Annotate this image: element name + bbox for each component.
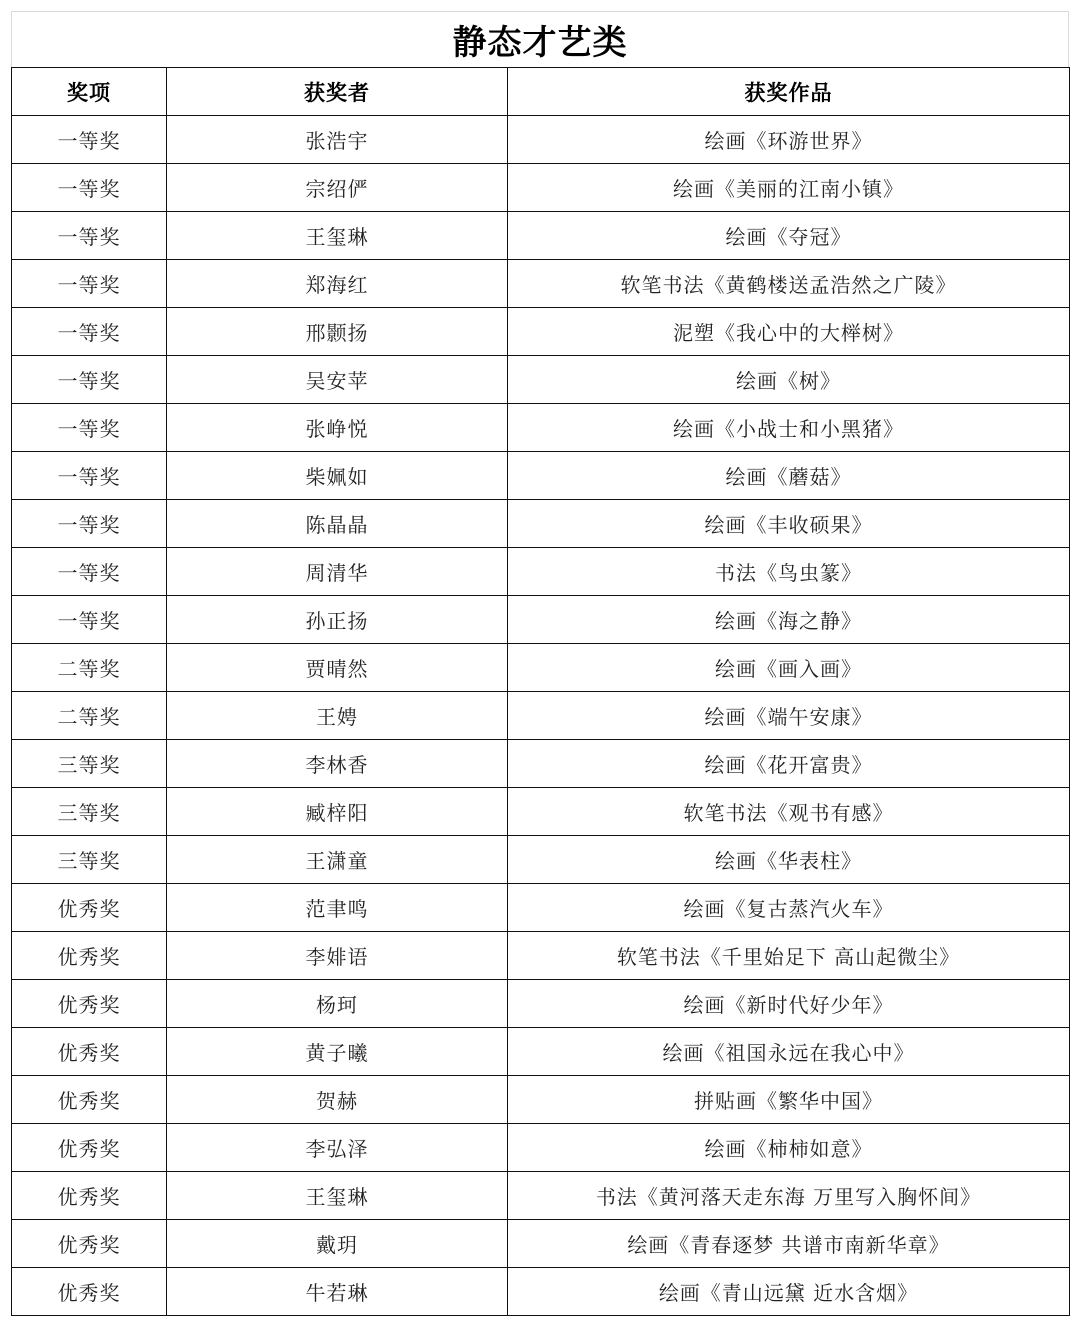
cell-winner: 吴安苹 <box>167 356 508 404</box>
cell-work: 软笔书法《千里始足下 高山起微尘》 <box>508 932 1070 980</box>
cell-work: 绘画《环游世界》 <box>508 116 1070 164</box>
cell-award: 优秀奖 <box>12 1172 167 1220</box>
cell-award: 一等奖 <box>12 164 167 212</box>
cell-work: 绘画《新时代好少年》 <box>508 980 1070 1028</box>
table-row <box>12 260 1070 308</box>
cell-work: 绘画《柿柿如意》 <box>508 1124 1070 1172</box>
cell-award: 一等奖 <box>12 260 167 308</box>
cell-award: 一等奖 <box>12 308 167 356</box>
cell-winner: 李婔语 <box>167 932 508 980</box>
cell-work: 泥塑《我心中的大榉树》 <box>508 308 1070 356</box>
cell-award: 优秀奖 <box>12 1076 167 1124</box>
cell-work: 绘画《青山远黛 近水含烟》 <box>508 1268 1070 1316</box>
cell-work: 绘画《画入画》 <box>508 644 1070 692</box>
table-row <box>12 1220 1070 1268</box>
cell-work: 拼贴画《繁华中国》 <box>508 1076 1070 1124</box>
header-award: 奖项 <box>12 68 167 116</box>
cell-work: 绘画《复古蒸汽火车》 <box>508 884 1070 932</box>
table-row <box>12 1172 1070 1220</box>
cell-winner: 范聿鸣 <box>167 884 508 932</box>
cell-winner: 陈晶晶 <box>167 500 508 548</box>
cell-award: 二等奖 <box>12 692 167 740</box>
cell-award: 三等奖 <box>12 836 167 884</box>
table-row <box>12 116 1070 164</box>
cell-work: 绘画《海之静》 <box>508 596 1070 644</box>
cell-work: 书法《黄河落天走东海 万里写入胸怀间》 <box>508 1172 1070 1220</box>
cell-award: 一等奖 <box>12 500 167 548</box>
table-row <box>12 1076 1070 1124</box>
cell-award: 一等奖 <box>12 548 167 596</box>
cell-award: 一等奖 <box>12 116 167 164</box>
cell-winner: 黄子曦 <box>167 1028 508 1076</box>
cell-work: 绘画《丰收硕果》 <box>508 500 1070 548</box>
cell-award: 优秀奖 <box>12 1220 167 1268</box>
cell-work: 软笔书法《黄鹤楼送孟浩然之广陵》 <box>508 260 1070 308</box>
cell-award: 一等奖 <box>12 212 167 260</box>
cell-winner: 牛若琳 <box>167 1268 508 1316</box>
cell-award: 优秀奖 <box>12 980 167 1028</box>
table-row <box>12 164 1070 212</box>
cell-award: 二等奖 <box>12 644 167 692</box>
cell-award: 优秀奖 <box>12 1268 167 1316</box>
cell-award: 优秀奖 <box>12 1028 167 1076</box>
cell-award: 三等奖 <box>12 740 167 788</box>
cell-award: 一等奖 <box>12 452 167 500</box>
cell-winner: 王潇童 <box>167 836 508 884</box>
table-row <box>12 548 1070 596</box>
cell-winner: 王娉 <box>167 692 508 740</box>
table-row <box>12 932 1070 980</box>
cell-winner: 张浩宇 <box>167 116 508 164</box>
cell-award: 优秀奖 <box>12 932 167 980</box>
cell-work: 绘画《树》 <box>508 356 1070 404</box>
table-header-row <box>12 68 1070 116</box>
cell-work: 软笔书法《观书有感》 <box>508 788 1070 836</box>
table-row <box>12 308 1070 356</box>
table-row <box>12 692 1070 740</box>
cell-winner: 邢颢扬 <box>167 308 508 356</box>
cell-work: 书法《鸟虫篆》 <box>508 548 1070 596</box>
cell-work: 绘画《小战士和小黑猪》 <box>508 404 1070 452</box>
cell-winner: 臧梓阳 <box>167 788 508 836</box>
cell-award: 一等奖 <box>12 404 167 452</box>
table-row <box>12 596 1070 644</box>
cell-winner: 周清华 <box>167 548 508 596</box>
table-row <box>12 644 1070 692</box>
cell-winner: 李林香 <box>167 740 508 788</box>
table-row <box>12 980 1070 1028</box>
table-row <box>12 836 1070 884</box>
table-row <box>12 1268 1070 1316</box>
table-row <box>12 740 1070 788</box>
table-row <box>12 884 1070 932</box>
cell-work: 绘画《青春逐梦 共谱市南新华章》 <box>508 1220 1070 1268</box>
cell-award: 优秀奖 <box>12 884 167 932</box>
cell-work: 绘画《祖国永远在我心中》 <box>508 1028 1070 1076</box>
table-row <box>12 212 1070 260</box>
table-row <box>12 1124 1070 1172</box>
cell-winner: 郑海红 <box>167 260 508 308</box>
table-row <box>12 452 1070 500</box>
cell-winner: 王玺琳 <box>167 1172 508 1220</box>
table-row <box>12 356 1070 404</box>
cell-work: 绘画《华表柱》 <box>508 836 1070 884</box>
award-table <box>11 67 1070 1316</box>
cell-winner: 贺赫 <box>167 1076 508 1124</box>
cell-winner: 李弘泽 <box>167 1124 508 1172</box>
cell-winner: 柴姵如 <box>167 452 508 500</box>
cell-winner: 孙正扬 <box>167 596 508 644</box>
cell-winner: 王玺琳 <box>167 212 508 260</box>
cell-work: 绘画《夺冠》 <box>508 212 1070 260</box>
cell-winner: 贾晴然 <box>167 644 508 692</box>
cell-award: 一等奖 <box>12 596 167 644</box>
cell-winner: 宗绍俨 <box>167 164 508 212</box>
cell-award: 一等奖 <box>12 356 167 404</box>
table-row <box>12 404 1070 452</box>
table-row <box>12 500 1070 548</box>
sheet-title: 静态才艺类 <box>11 11 1069 67</box>
table-row <box>12 1028 1070 1076</box>
cell-award: 三等奖 <box>12 788 167 836</box>
award-sheet <box>11 11 1069 1316</box>
cell-work: 绘画《花开富贵》 <box>508 740 1070 788</box>
cell-winner: 杨珂 <box>167 980 508 1028</box>
cell-award: 优秀奖 <box>12 1124 167 1172</box>
cell-work: 绘画《蘑菇》 <box>508 452 1070 500</box>
cell-work: 绘画《端午安康》 <box>508 692 1070 740</box>
cell-work: 绘画《美丽的江南小镇》 <box>508 164 1070 212</box>
cell-winner: 戴玥 <box>167 1220 508 1268</box>
table-row <box>12 788 1070 836</box>
header-work: 获奖作品 <box>508 68 1070 116</box>
header-winner: 获奖者 <box>167 68 508 116</box>
cell-winner: 张峥悦 <box>167 404 508 452</box>
